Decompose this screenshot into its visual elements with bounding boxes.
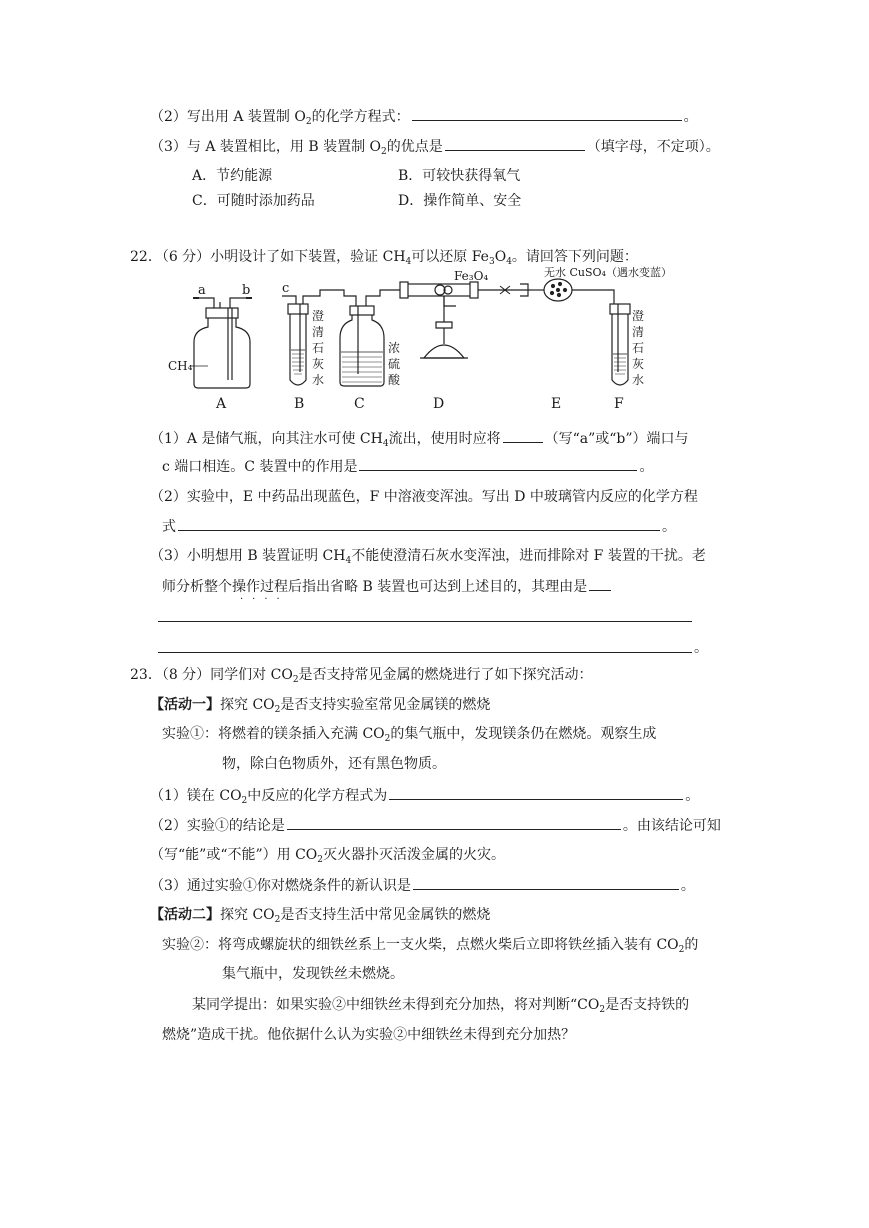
paragraph-line2: 燃烧”造成干扰。他依据什么认为实验②中细铁丝未得到充分加热？	[162, 1027, 576, 1043]
bottle-c	[334, 290, 404, 386]
q22-part3-line2	[162, 576, 613, 597]
option-d: D．操作简单、安全	[398, 193, 522, 209]
answer-blank[interactable]	[359, 456, 637, 471]
apparatus-label-f: F	[614, 396, 624, 412]
experiment-two-text-b: 的	[684, 937, 699, 953]
q22-stem-text-d: 。请回答下列问题：	[511, 249, 638, 265]
q23-part2-text-c: （写“能”或“不能”）用 CO	[150, 847, 318, 863]
q23-part2-text: （2）实验①的结论是	[150, 818, 285, 834]
label-lime-f: 石	[632, 341, 645, 355]
q23-part3-text: （3）通过实验①你对燃烧条件的新认识是	[150, 878, 411, 894]
subscript: 4	[506, 257, 512, 267]
subscript: 2	[384, 734, 391, 744]
answer-blank[interactable]	[503, 428, 543, 443]
label-acid: 酸	[388, 373, 401, 387]
answer-blank[interactable]	[389, 785, 683, 800]
punct: 。	[685, 788, 700, 804]
q21-part3-text-b: 的优点是	[386, 139, 443, 155]
q22-stem-text: 22．（6 分）小明设计了如下装置，验证 CH	[130, 249, 406, 265]
experiment-two-line2: 集气瓶中，发现铁丝未燃烧。	[222, 966, 404, 982]
subscript: 4	[382, 439, 389, 449]
label-fe3o4: Fe₃O₄	[454, 269, 489, 283]
apparatus-label-a: A	[216, 396, 227, 412]
answer-line[interactable]	[158, 652, 692, 653]
q21-part3-text-c: （填字母，不定项）。	[586, 139, 720, 155]
activity-one-heading	[150, 695, 490, 715]
label-lime-b: 清	[312, 325, 325, 339]
experiment-one-text-b: 的集气瓶中，发现镁条仍在燃烧。观察生成	[390, 726, 657, 742]
q22-part1-text-d: c 端口相连。C 装置中的作用是	[162, 459, 358, 475]
subscript: 4	[345, 556, 352, 566]
q23-part1-text-b: 中反应的化学方程式为	[247, 788, 388, 804]
q21-part2-text: （2）写出用 A 装置制 O	[150, 109, 306, 125]
label-cuso4: 无水 CuSO₄（遇水变蓝）	[544, 266, 672, 279]
q22-stem-text-b: 可以还原 Fe	[411, 249, 489, 265]
q23-part2-text-d: 灭火器扑灭活泼金属的火灾。	[323, 847, 506, 863]
apparatus-label-b: B	[294, 396, 305, 412]
experiment-two-line1	[162, 935, 698, 955]
q23-part2-line1	[150, 815, 721, 836]
punct: 。	[680, 878, 695, 894]
label-c: c	[282, 281, 290, 296]
subscript: 2	[305, 117, 312, 127]
emphasis-dots: ····	[240, 594, 289, 605]
option-b: B．可较快获得氧气	[398, 168, 521, 184]
apparatus-label-d: D	[433, 396, 445, 412]
punct: 。	[639, 459, 654, 475]
paragraph-text: 某同学提出：如果实验②中细铁丝未得到充分加热，将对判断“CO	[192, 997, 600, 1013]
q23-stem-text-b: 是否支持常见金属的燃烧进行了如下探究活动：	[298, 667, 593, 683]
heating-tube-d	[400, 282, 478, 358]
q23-part1	[150, 785, 699, 806]
q22-part1-line2	[162, 456, 653, 477]
q22-part3-text-c: 师分析整个操作过程后指出省略 B 装置也可达到上述目的，其理由是	[162, 579, 588, 595]
subscript: 2	[274, 705, 281, 715]
q21-part3-text: （3）与 A 装置相比，用 B 装置制 O	[150, 139, 382, 155]
tube-f	[600, 290, 630, 385]
q21-part3	[150, 136, 720, 157]
q23-part2-text-b: 。由该结论可知	[622, 818, 721, 834]
bottle-a	[193, 298, 252, 388]
label-lime-b: 灰	[312, 357, 325, 371]
subscript: 4	[405, 257, 412, 267]
experiment-one-text: 实验①：将燃着的镁条插入充满 CO	[162, 726, 385, 742]
activity-two-bracket: 【活动二】	[150, 907, 220, 923]
activity-two-heading	[150, 905, 490, 925]
activity-one-bracket: 【活动一】	[150, 697, 220, 713]
experiment-one-line2: 物，除白色物质外，还有黑色物质。	[222, 756, 446, 772]
apparatus-label-e: E	[551, 396, 562, 412]
answer-blank[interactable]	[178, 516, 660, 531]
q23-part1-text: （1）镁在 CO	[150, 788, 242, 804]
punct: 。	[694, 640, 708, 656]
q22-part1-text: （1）A 是储气瓶，向其注水可使 CH	[150, 431, 383, 447]
activity-one-text: 探究 CO	[220, 697, 275, 713]
experiment-one-line1	[162, 724, 656, 744]
q22-stem-text-c: O	[494, 249, 507, 265]
label-lime-f: 灰	[632, 357, 645, 371]
q23-stem-text: 23．（8 分）同学们对 CO	[130, 667, 293, 683]
label-ch4: CH₄	[168, 359, 193, 373]
subscript: 3	[488, 257, 495, 267]
activity-one-text-b: 是否支持实验室常见金属镁的燃烧	[280, 697, 491, 713]
answer-blank[interactable]	[412, 106, 682, 121]
label-acid: 浓	[388, 341, 401, 355]
option-a: A．节约能源	[192, 168, 273, 184]
label-lime-f: 澄	[632, 309, 645, 323]
q22-part3-line1	[150, 546, 706, 566]
answer-blank[interactable]	[445, 136, 585, 151]
activity-two-text: 探究 CO	[220, 907, 275, 923]
activity-two-text-b: 是否支持生活中常见金属铁的燃烧	[280, 907, 491, 923]
punct: 。	[683, 109, 698, 125]
subscript: 2	[241, 796, 248, 806]
subscript: 2	[678, 945, 685, 955]
label-b: b	[242, 283, 251, 298]
q21-part2-text-b: 的化学方程式：	[311, 109, 410, 125]
q22-part3-text-b: 不能使澄清石灰水变浑浊，进而排除对 F 装置的干扰。老	[351, 548, 706, 564]
paragraph-line1	[192, 995, 689, 1015]
subscript: 2	[317, 855, 324, 865]
label-lime-b: 澄	[312, 309, 325, 323]
q22-part1-line1	[150, 428, 689, 449]
q22-part1-text-b: 流出，使用时应将	[388, 431, 501, 447]
apparatus-diagram	[0, 262, 869, 412]
label-lime-f: 清	[632, 325, 645, 339]
answer-blank[interactable]	[413, 875, 679, 890]
option-c: C．可随时添加药品	[192, 193, 315, 209]
q22-part2-line1: （2）实验中，E 中药品出现蓝色，F 中溶液变浑浊。写出 D 中玻璃管内反应的化学方程	[150, 489, 698, 505]
label-lime-f: 水	[632, 373, 645, 387]
subscript: 2	[599, 1005, 606, 1015]
label-lime-b: 水	[312, 373, 325, 387]
q23-stem	[130, 665, 593, 685]
experiment-two-text: 实验②：将弯成螺旋状的细铁丝系上一支火柴，点燃火柴后立即将铁丝插入装有 CO	[162, 937, 679, 953]
subscript: 2	[381, 147, 387, 157]
subscript: 2	[292, 675, 299, 685]
drying-tube-e	[530, 279, 600, 301]
tube-b	[282, 290, 334, 385]
q23-part2-line2	[150, 845, 505, 865]
q22-part2-line2	[162, 516, 676, 537]
q23-part3	[150, 875, 695, 896]
label-acid: 硫	[388, 357, 401, 371]
label-a: a	[198, 283, 206, 298]
answer-blank[interactable]	[287, 815, 621, 830]
q22-part2-text: 式	[162, 519, 176, 535]
label-lime-b: 石	[312, 341, 325, 355]
q21-part2	[150, 106, 698, 127]
q22-part3-text: （3）小明想用 B 装置证明 CH	[150, 548, 346, 564]
apparatus-label-c: C	[354, 396, 365, 412]
answer-blank[interactable]	[589, 576, 611, 591]
q22-part1-text-c: （写“a”或“b”）端口与	[544, 431, 689, 447]
paragraph-text-b: 是否支持铁的	[605, 997, 690, 1013]
punct: 。	[662, 519, 676, 535]
subscript: 2	[274, 915, 281, 925]
answer-line[interactable]	[158, 621, 692, 622]
